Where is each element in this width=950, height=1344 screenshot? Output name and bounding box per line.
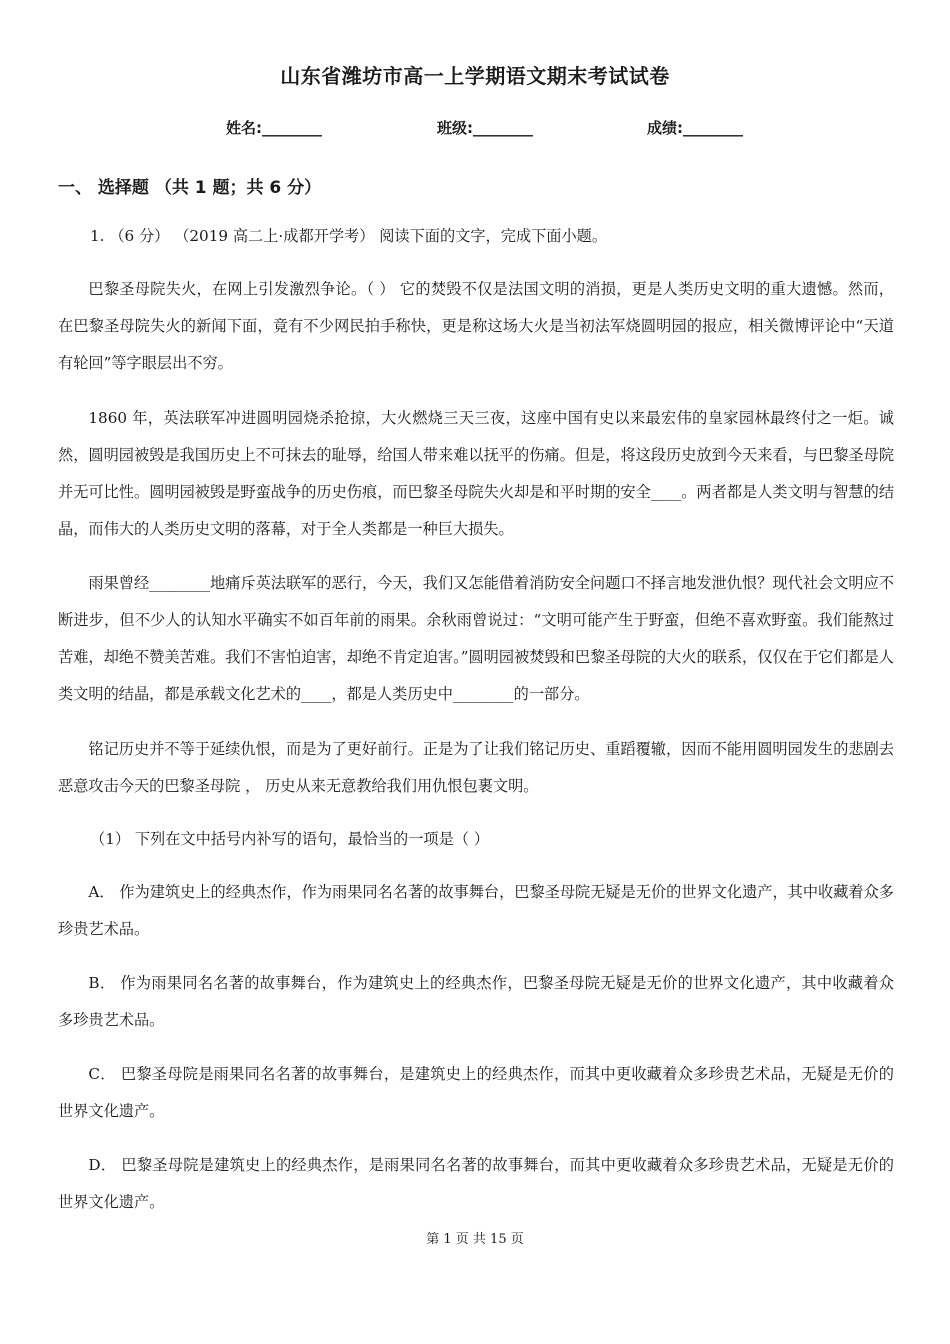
page-number: 第 1 页 共 15 页	[426, 1232, 524, 1247]
sub-question: （1） 下列在文中括号内补写的语句，最恰当的一项是（ ）	[90, 830, 490, 848]
section-heading: 一、 选择题 （共 1 题；共 6 分）	[58, 178, 322, 198]
option-d: D． 巴黎圣母院是建筑史上的经典杰作，是雨果同名名著的故事舞台，而其中更收藏着众多珍贵艺术品，无疑是无价的世界文化遗产。	[58, 1156, 894, 1211]
name-field: 姓名:________	[226, 119, 322, 137]
score-field: 成绩:________	[647, 119, 743, 137]
class-field: 班级:________	[437, 119, 533, 137]
option-b: B． 作为雨果同名名著的故事舞台，作为建筑史上的经典杰作，巴黎圣母院无疑是无价的世界文化遗产，其中收藏着众多珍贵艺术品。	[58, 974, 894, 1029]
option-c: C． 巴黎圣母院是雨果同名名著的故事舞台，是建筑史上的经典杰作，而其中更收藏着众多珍贵艺术品，无疑是无价的世界文化遗产。	[58, 1065, 894, 1120]
question-stem: 1. （6 分） （2019 高二上·成都开学考） 阅读下面的文字，完成下面小题。	[90, 227, 608, 245]
passage-paragraph: 雨果曾经________地痛斥英法联军的恶行，今天，我们又怎能借着消防安全问题口不择言地发泄仇恨？现代社会文明应不断进步，但不少人的认知水平确实不如百年前的雨果。余秋雨曾说过：“文明可能产生于野蛮，但绝不喜欢野蛮。我们能熬过苦难，却绝不赞美苦难。我们不害怕迫害，却绝不肯定迫害。”圆明园被焚毁和巴黎圣母院的大火的联系，仅仅在于它们都是人类文明的结晶，都是承载文化艺术的____，都是人类历史中________的一部分。	[58, 574, 894, 703]
passage-paragraph: 1860 年，英法联军冲进圆明园烧杀抢掠，大火燃烧三天三夜，这座中国有史以来最宏伟的皇家园林最终付之一炬。诚然，圆明园被毁是我国历史上不可抹去的耻辱，给国人带来难以抚平的伤痛。但是，将这段历史放到今天来看，与巴黎圣母院并无可比性。圆明园被毁是野蛮战争的历史伤痕，而巴黎圣母院失火却是和平时期的安全____。两者都是人类文明与智慧的结晶，而伟大的人类历史文明的落幕，对于全人类都是一种巨大损失。	[58, 409, 894, 538]
page-title: 山东省潍坊市高一上学期语文期末考试试卷	[280, 64, 670, 88]
passage-paragraph: 铭记历史并不等于延续仇恨，而是为了更好前行。正是为了让我们铭记历史、重蹈覆辙，因而不能用圆明园发生的悲剧去恶意攻击今天的巴黎圣母院 ， 历史从来无意教给我们用仇恨包裹文明。	[58, 740, 894, 795]
passage-paragraph: 巴黎圣母院失火，在网上引发激烈争论。（ ） 它的焚毁不仅是法国文明的消损，更是人类历史文明的重大遗憾。然而，在巴黎圣母院失火的新闻下面，竟有不少网民拍手称快，更是称这场大火是当初法军烧圆明园的报应，相关微博评论中“天道有轮回”等字眼层出不穷。	[58, 280, 894, 372]
option-a: A． 作为建筑史上的经典杰作，作为雨果同名名著的故事舞台，巴黎圣母院无疑是无价的世界文化遗产，其中收藏着众多珍贵艺术品。	[58, 883, 894, 938]
